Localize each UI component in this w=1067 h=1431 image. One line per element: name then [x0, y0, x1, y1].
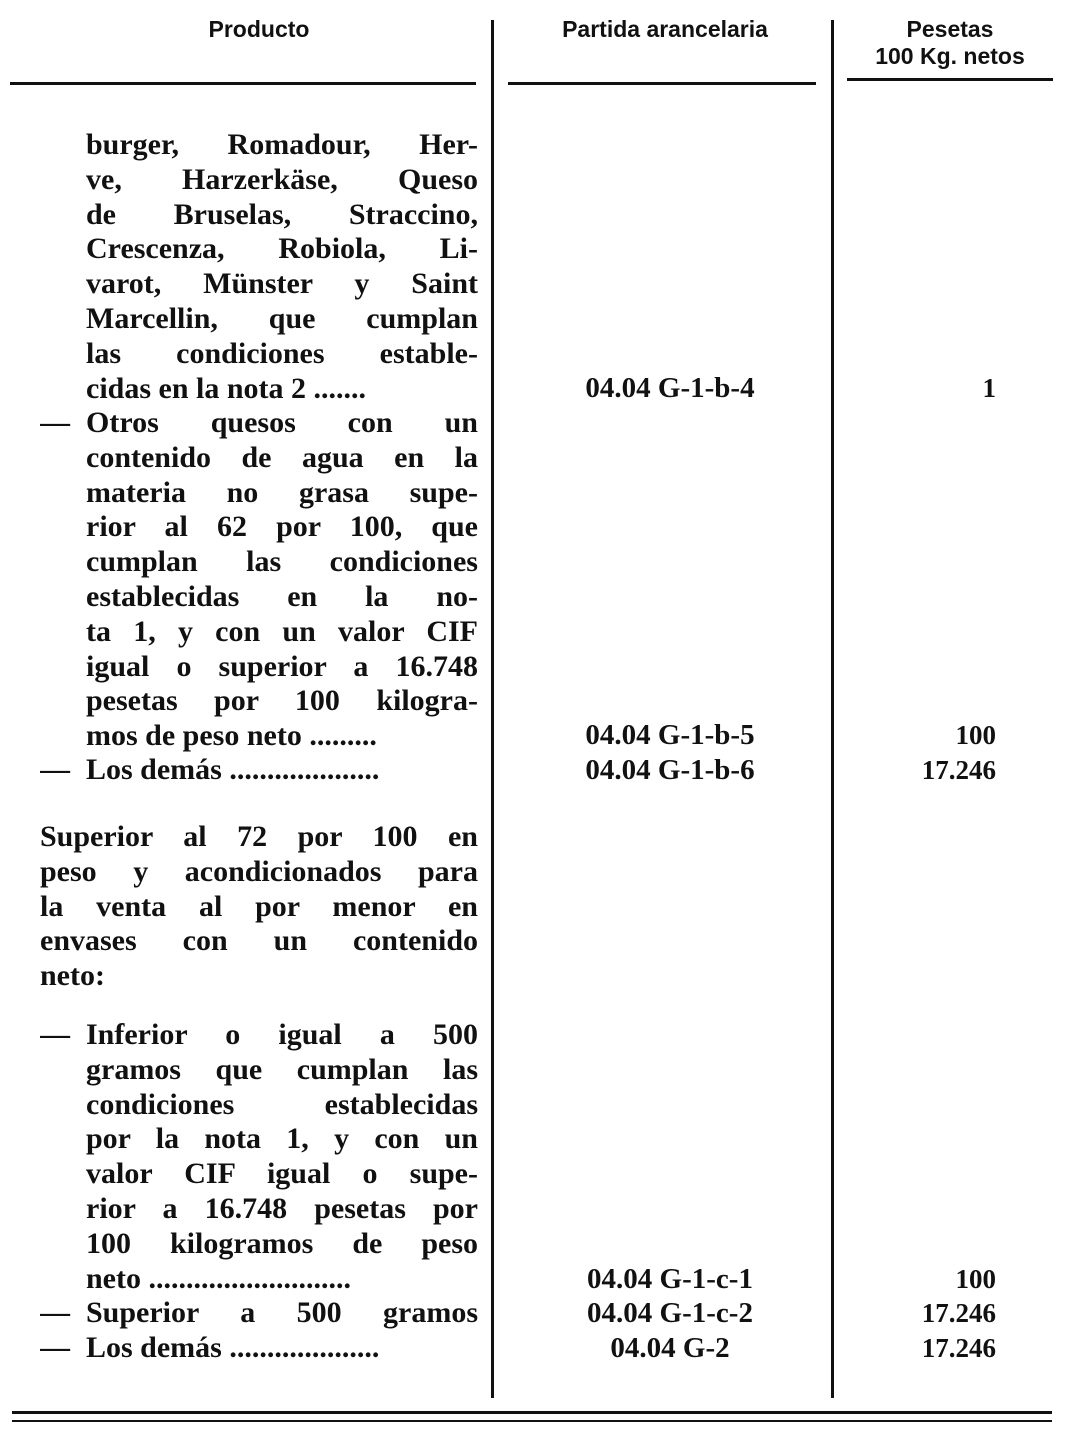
text-line: Los demás ....................: [86, 1331, 380, 1364]
text-line: igual o superior a 16.748: [86, 649, 478, 683]
pesetas-value: 100: [955, 720, 996, 750]
tariff-code: 04.04 G-1-b-6: [585, 754, 755, 786]
tariff-code: 04.04 G-1-c-2: [587, 1297, 753, 1329]
product-block-3: [40, 753, 478, 788]
product-block-2: [40, 406, 478, 754]
text-line: ta 1, y con un valor CIF: [86, 614, 478, 648]
text-line: gramos que cumplan las: [86, 1052, 478, 1086]
text-line: valor CIF igual o supe-: [86, 1157, 478, 1191]
pesetas-value: 17.246: [921, 1333, 996, 1363]
pesetas-value: 100: [955, 1264, 996, 1294]
text-line: Superior al 72 por 100 en: [40, 820, 478, 853]
text-line: mos de peso neto .........: [86, 719, 377, 753]
header-rule-producto: [10, 82, 476, 85]
tariff-code: 04.04 G-2: [610, 1332, 730, 1364]
dash-marker: —: [40, 753, 70, 786]
text-line: peso y acondicionados para: [40, 854, 478, 888]
header-rule-partida: [508, 82, 816, 85]
dash-marker: —: [40, 1296, 70, 1329]
text-line: envases con un contenido: [40, 924, 478, 958]
text-line: rior a 16.748 pesetas por: [86, 1191, 478, 1225]
text-line: 100 kilogramos de peso: [86, 1226, 478, 1260]
text-line: Crescenza, Robiola, Li-: [86, 232, 478, 266]
text-line: cidas en la nota 2 .......: [86, 371, 367, 405]
text-line: neto ...........................: [86, 1261, 351, 1295]
header-partida: Partida arancelaria: [562, 16, 768, 42]
header-producto: Producto: [208, 16, 310, 42]
text-line: contenido de agua en la: [86, 440, 478, 474]
pesetas-value: 17.246: [921, 1298, 996, 1328]
text-line: materia no grasa supe-: [86, 475, 478, 509]
text-line: Los demás ....................: [86, 753, 380, 786]
text-line: establecidas en la no-: [86, 579, 478, 613]
text-line: las condiciones estable-: [86, 336, 478, 370]
dash-line: [40, 1018, 478, 1053]
product-block-1: [40, 128, 478, 406]
column-divider-1: [491, 20, 494, 1398]
text-line: neto:: [40, 959, 105, 993]
bottom-rule-1: [12, 1411, 1052, 1414]
dash-line: [40, 1296, 478, 1331]
text-line: varot, Münster y Saint: [86, 267, 478, 301]
pesetas-value: 1: [982, 373, 996, 403]
text-line: de Bruselas, Straccino,: [86, 197, 478, 231]
dash-line: [40, 1331, 478, 1366]
text-line: por la nota 1, y con un: [86, 1122, 478, 1156]
dash-marker: —: [40, 406, 70, 439]
text-line: Superior a 500 gramos: [86, 1296, 478, 1329]
text-line: burger, Romadour, Her-: [86, 128, 478, 161]
tariff-code: 04.04 G-1-c-1: [587, 1263, 753, 1295]
text-line: ve, Harzerkäse, Queso: [86, 162, 478, 196]
product-block-6: [40, 1296, 478, 1331]
product-block-5: [40, 1018, 478, 1296]
text-line: cumplan las condiciones: [86, 545, 478, 579]
dash-line: [40, 753, 478, 788]
text-line: condiciones establecidas: [86, 1087, 478, 1121]
text-line: la venta al por menor en: [40, 889, 478, 923]
header-pesetas-line1: Pesetas: [906, 16, 994, 42]
tariff-code: 04.04 G-1-b-5: [585, 719, 755, 751]
text-line: Otros quesos con un: [86, 406, 478, 439]
header-rule-pesetas: [847, 78, 1053, 81]
header-pesetas-line2: 100 Kg. netos: [875, 43, 1025, 69]
dash-marker: —: [40, 1331, 70, 1364]
dash-marker: —: [40, 1018, 70, 1051]
text-line: pesetas por 100 kilogra-: [86, 684, 478, 718]
product-block-4: [40, 820, 478, 994]
column-divider-2: [831, 20, 834, 1398]
bottom-rule-2: [12, 1420, 1052, 1422]
text-line: rior al 62 por 100, que: [86, 510, 478, 544]
pesetas-value: 17.246: [921, 755, 996, 785]
product-block-7: [40, 1331, 478, 1366]
dash-line: [40, 406, 478, 441]
tariff-code: 04.04 G-1-b-4: [585, 372, 755, 404]
text-line: Inferior o igual a 500: [86, 1018, 478, 1051]
text-line: Marcellin, que cumplan: [86, 301, 478, 335]
